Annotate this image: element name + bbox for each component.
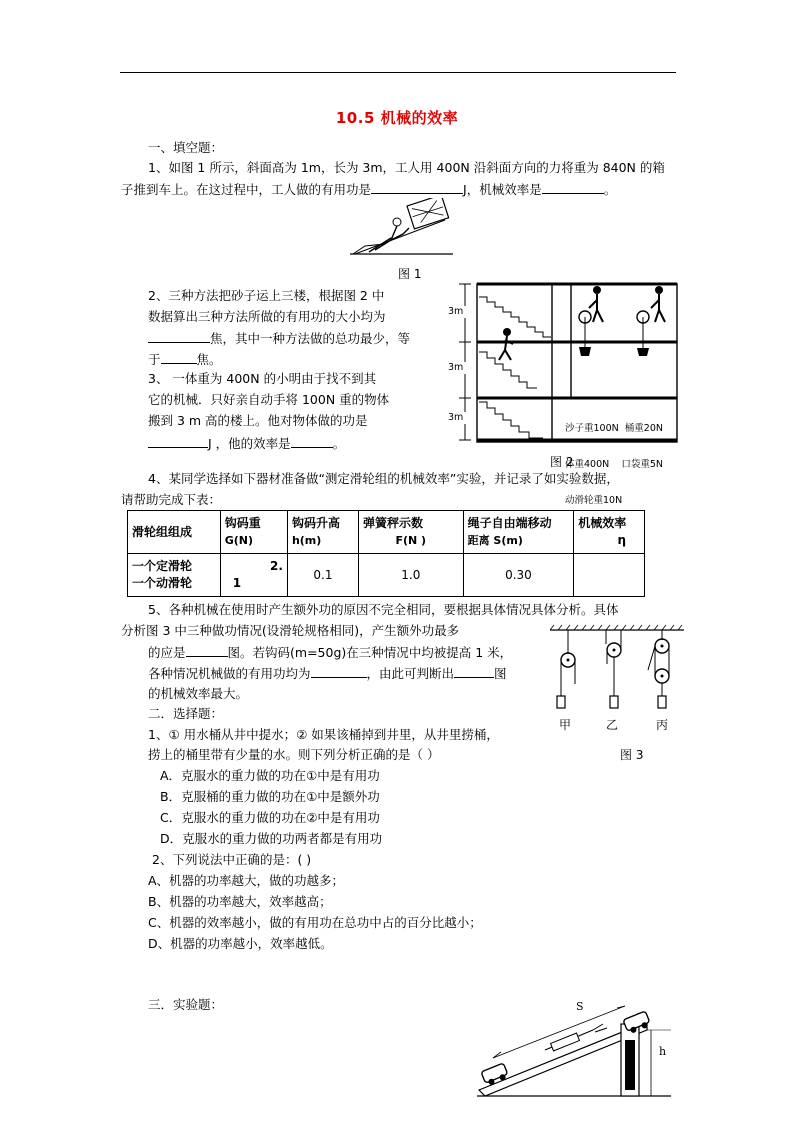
floor-height-label: 3m [448,306,464,317]
q5-blank-best-figure[interactable] [454,664,494,678]
table-cell: 0.30 [463,554,574,597]
q3-blank-work[interactable] [148,434,208,448]
table-header-cell: 钩码升高 h(m) [287,511,358,554]
c2-stem: 2、下列说法中正确的是：( ) [152,852,312,867]
header-rule [120,72,676,73]
q3-line4: J ，他的效率是 。 [148,434,345,453]
c2-option-b[interactable]: B、机器的功率越大，效率越高； [148,894,332,909]
figure-1-worker-pushing-box [345,198,455,258]
q5-line4: 各种情况机械做的有用功均为 ，由此可判断出 图 [148,666,507,681]
figure-3-caption: 图 3 [620,748,644,762]
q2-line1: 2、三种方法把砂子运上三楼，根据图 2 中 [148,288,385,303]
q2-blank-total-work[interactable] [161,350,197,364]
floor-height-label: 3m [448,362,464,373]
q5-line5: 的机械效率最大。 [148,686,249,701]
q3-blank-efficiency[interactable] [291,434,333,448]
figure-1-caption: 图 1 [398,267,422,281]
table-header-cell: 机械效率 η [574,511,645,554]
q1-blank-efficiency[interactable] [542,180,604,194]
table-header-cell: 绳子自由端移动 距离 S(m) [463,511,574,554]
q2-line2: 数据算出三种方法所做的有用功的大小均为 [148,309,386,324]
c2-option-c[interactable]: C、机器的效率越小，做的有用功在总功中占的百分比越小； [148,915,482,930]
table-header-row [128,511,645,554]
figure-3-label-b: 乙 [606,718,619,732]
q1-line2: 子推到车上。在这过程中，工人做的有用功是 J，机械效率是 。 [121,182,617,197]
q1-line1: 1、如图 1 所示，斜面高为 1m，长为 3m，工人用 400N 沿斜面方向的力将重为 840N 的箱 [148,160,665,175]
table-header-cell: 弹簧秤示数 F(N ) [359,511,464,554]
c2-option-d[interactable]: D、机器的功率越小，效率越低。 [148,936,333,951]
section-experiment: 三．实验题： [148,997,224,1012]
figure-4-incline-experiment [475,1000,680,1100]
c1-option-a[interactable]: A．克服水的重力做的功在①中是有用功 [160,768,380,783]
table-cell: 1.0 [359,554,464,597]
table-cell: 0.1 [287,554,358,597]
c1-line2: 捞上的桶里带有少量的水。则下列分析正确的是（ ） [148,747,440,762]
q5-line3: 的应是 图。若钩码(m=50g)在三种情况中均被提高 1 米， [148,645,513,660]
c1-option-b[interactable]: B．克服桶的重力做的功在①中是额外功 [160,789,380,804]
q5-line1: 5、各种机械在使用时产生额外功的原因不完全相同，要根据具体情况具体分析。具体 [148,602,619,617]
figure-3-label-a: 甲 [559,718,572,732]
q5-blank-useful-work[interactable] [311,664,367,678]
section-fill-blank: 一、填空题： [148,140,224,155]
q2-blank-useful-work[interactable] [148,329,210,343]
q4-line1: 4、某同学选择如下器材准备做“测定滑轮组的机械效率”实验，并记录了如实验数据， [148,471,619,486]
figure-4-label-h: h [659,1045,667,1058]
floor-height-label: 3m [448,412,464,423]
q3-line2: 它的机械．只好亲自动手将 100N 重的物体 [148,392,390,407]
experiment-data-table [127,510,645,597]
table-header-cell: 滑轮组组成 [128,511,221,554]
q5-blank-most-extra[interactable] [186,643,228,657]
figure-2-caption: 图 2 [550,455,574,469]
q3-line3: 搬到 3 m 高的楼上。他对物体做的功是 [148,413,368,428]
figure-3-pulleys [550,624,686,718]
q2-line3: 焦，其中一种方法做的总功最少，等 [148,329,410,348]
q4-line2: 请帮助完成下表： [121,492,222,507]
figure-3-label-c: 丙 [656,718,669,732]
table-cell: 2. 1 [220,554,287,597]
section-multiple-choice: 二．选择题： [148,706,224,721]
c1-line1: 1、① 用水桶从井中提水；② 如果该桶掉到井里，从井里捞桶， [148,727,499,742]
page-title: 10.5 机械的效率 [335,109,459,127]
q3-line1: 3、 一体重为 400N 的小明由于找不到其 [148,371,377,386]
c1-option-c[interactable]: C．克服水的重力做的功在②中是有用功 [160,810,380,825]
q1-blank-work[interactable] [371,180,463,194]
figure-4-label-s: S [576,1000,584,1013]
table-cell-label: 一个定滑轮 一个动滑轮 [128,554,221,597]
c2-option-a[interactable]: A、机器的功率越大，做的功越多； [148,873,345,888]
q5-line2: 分析图 3 中三种做功情况(设滑轮规格相同)，产生额外功最多 [121,623,460,638]
table-cell-blank-efficiency[interactable] [574,554,645,597]
figure-2-legend: 沙子重100N 桶重20N 体重400N 口袋重5N 动滑轮重10N [565,423,663,506]
c1-option-d[interactable]: D．克服水的重力做的功两者都是有用功 [160,831,383,846]
table-row [128,554,645,597]
q2-line4: 于 焦。 [148,352,222,367]
table-header-cell: 钩码重 G(N) [220,511,287,554]
